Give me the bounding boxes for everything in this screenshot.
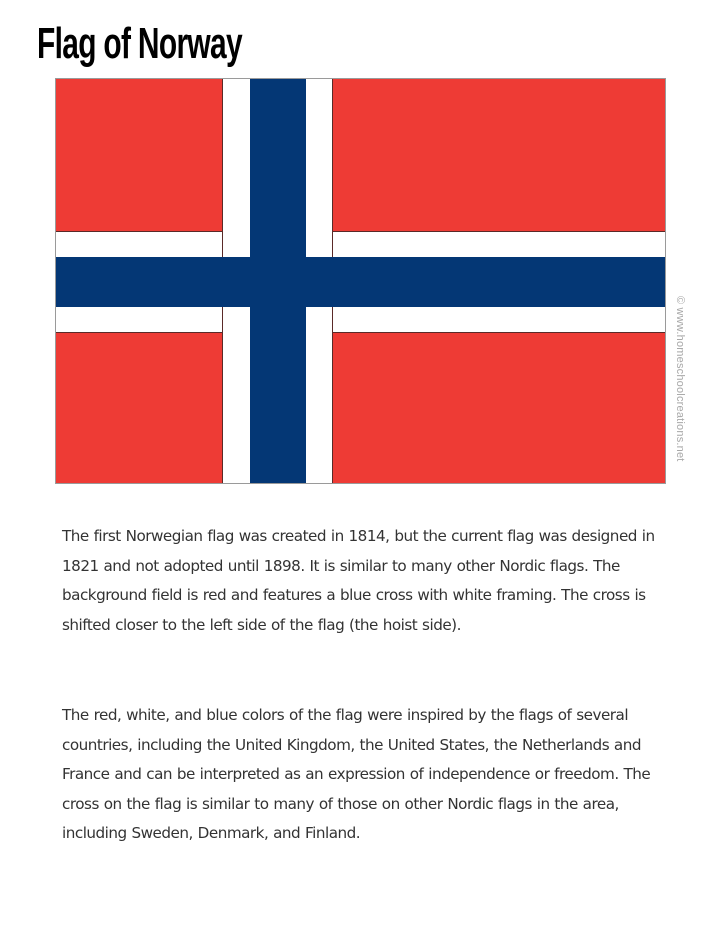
- flag-blue-horizontal-band: [56, 257, 665, 307]
- paragraph-history: The first Norwegian flag was created in 1814, but the current flag was designed in 1821 and not adopted until 1898. It is similar to many other Nordic flags. The background field is red and features a blue cross with white framing. The cross is shifted closer to the left side of the flag (the hoist side).: [62, 527, 655, 634]
- page-title: Flag of Norway: [37, 19, 242, 68]
- copyright-watermark: © www.homeschoolcreations.net: [674, 296, 686, 462]
- flag-blue-vertical-band: [250, 79, 306, 483]
- paragraph-colors-meaning: The red, white, and blue colors of the flag were inspired by the flags of several countries, including the United Kingdom, the United States, the Netherlands and France and can be interpreted as an expression of independence or freedom. The cross on the flag is similar to many of those on other Nordic flags in the area, including Sweden, Denmark, and Finland.: [62, 706, 651, 843]
- norway-flag-image: [55, 78, 666, 484]
